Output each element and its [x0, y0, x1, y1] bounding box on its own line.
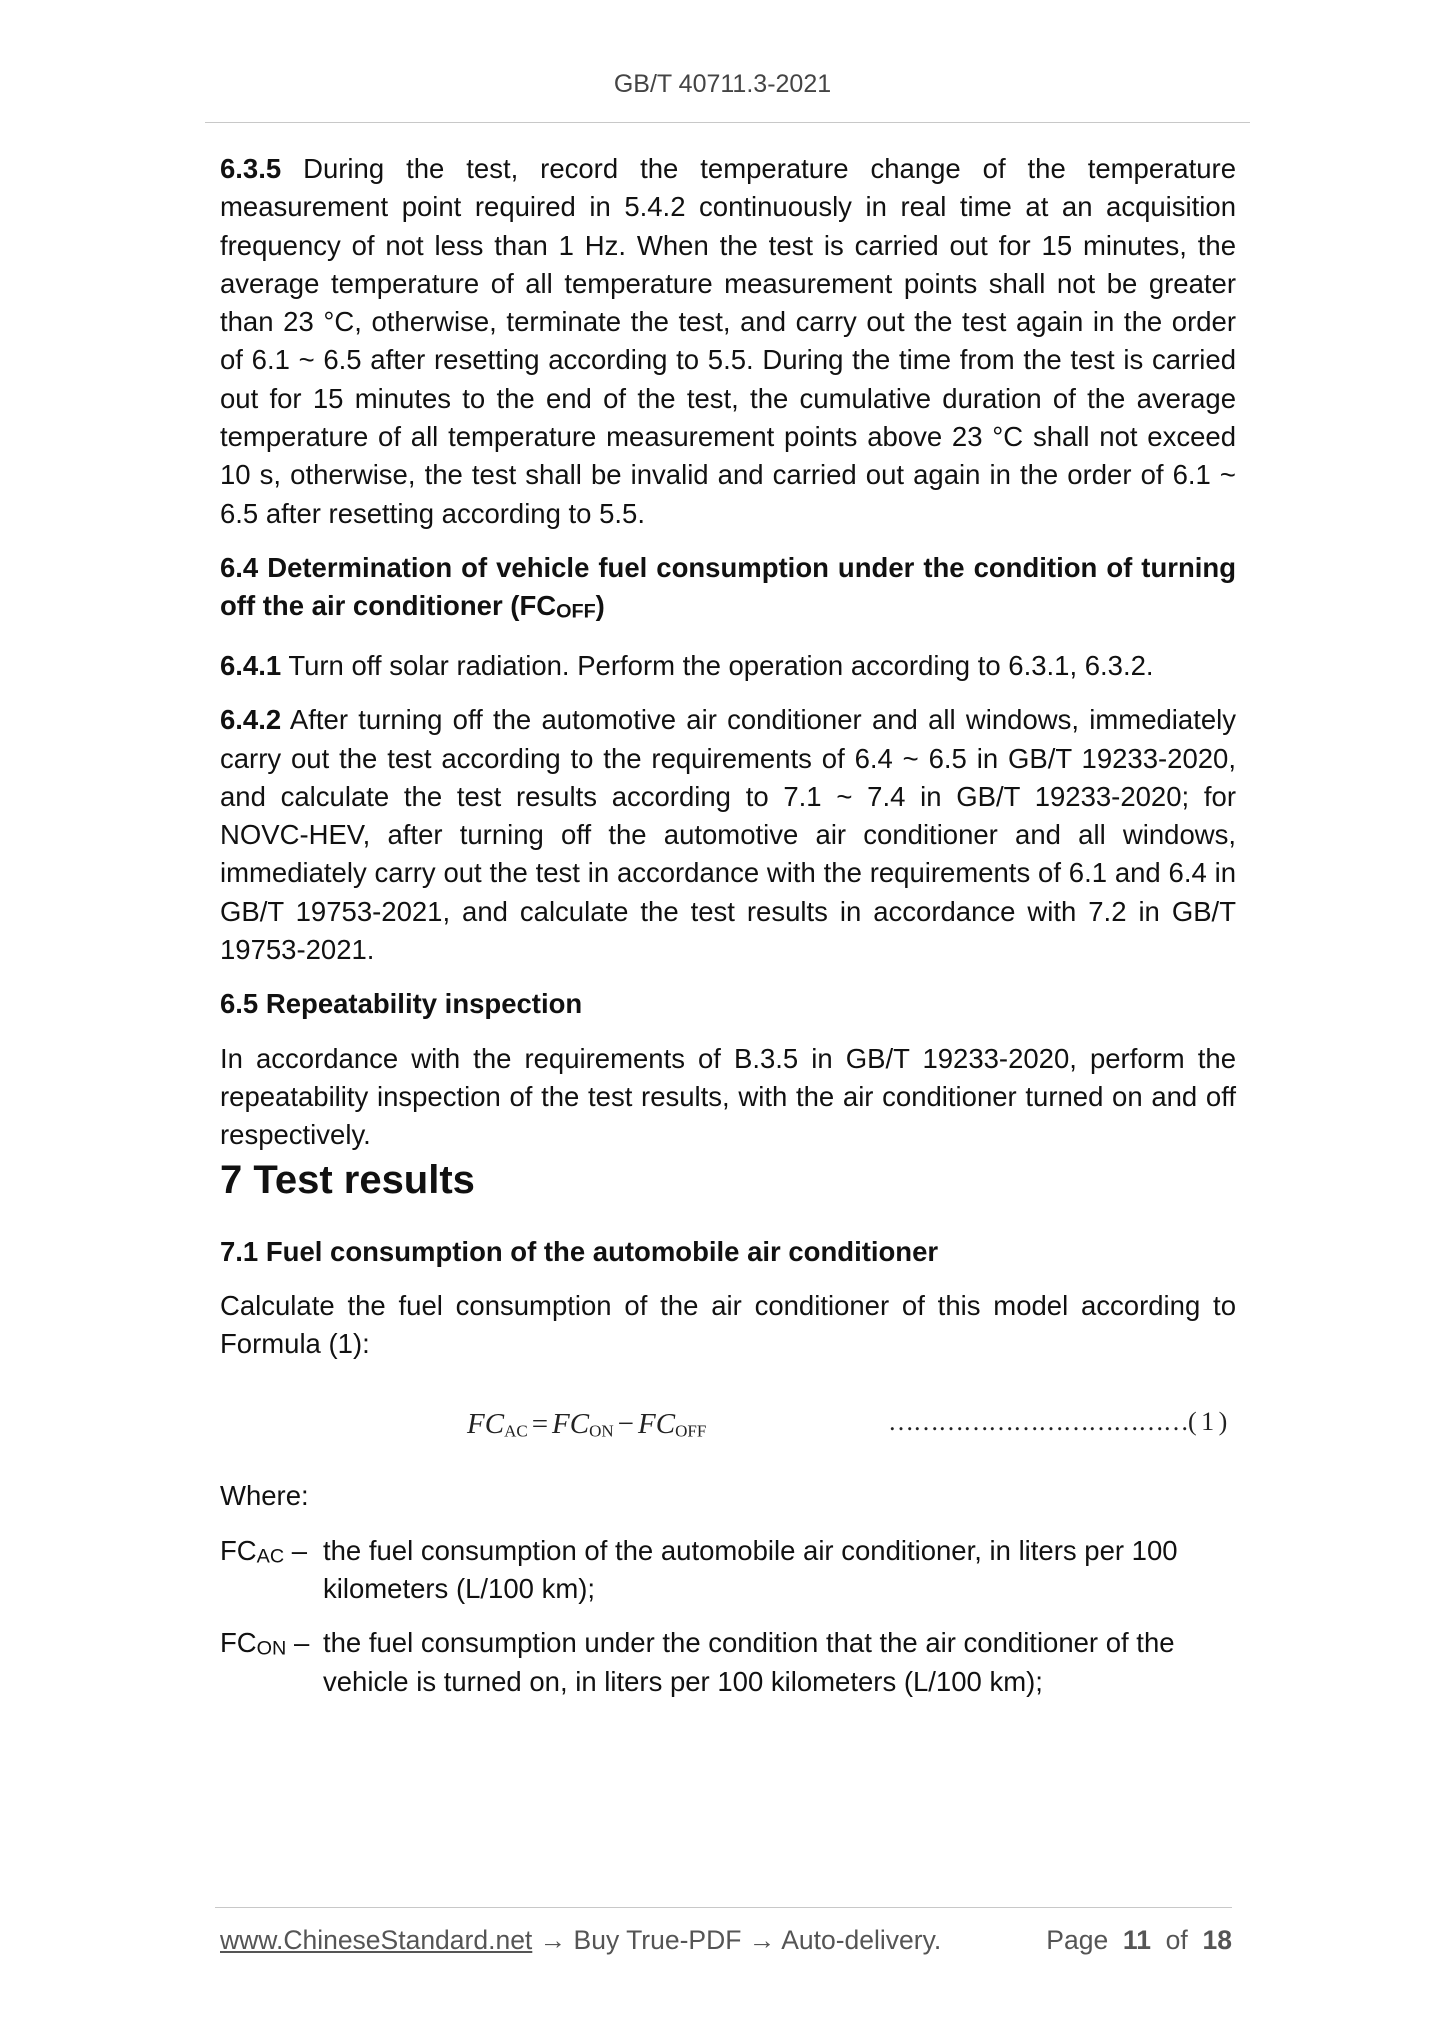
- where-label: Where:: [220, 1480, 309, 1512]
- section-7-1-heading: 7.1 Fuel consumption of the automobile air conditioner: [220, 1235, 939, 1267]
- definition-text: the fuel consumption of the automobile air conditioner, in liters per 100 kilometers (L/100 km);: [323, 1534, 1178, 1604]
- definition-term: FCAC –: [220, 1534, 308, 1568]
- heading-text: 6.4 Determination of vehicle fuel consumption under the condition of turning off the air conditioner (FC: [220, 551, 1236, 622]
- page-content: [220, 150, 1236, 1701]
- paragraph-text: Turn off solar radiation. Perform the operation according to 6.3.1, 6.3.2.: [281, 649, 1154, 681]
- definition-text: the fuel consumption under the condition that the air conditioner of the vehicle is turned on, in liters per 100 kilometers (L/100 km);: [323, 1627, 1175, 1697]
- page-total: 18: [1202, 1925, 1232, 1955]
- formula-number: ………………………………( 1 ): [888, 1407, 1227, 1437]
- website-link[interactable]: www.ChineseStandard.net: [220, 1925, 533, 1955]
- arrow-icon: →: [532, 1925, 574, 1955]
- section-7-heading: 7 Test results: [220, 1157, 475, 1202]
- heading-close: ): [595, 590, 605, 622]
- definition-term: FCON –: [220, 1627, 310, 1660]
- formula-1: [220, 1383, 1236, 1463]
- page-number: 11: [1122, 1925, 1151, 1955]
- buy-text: Buy True-PDF: [573, 1925, 742, 1955]
- definition-fc-on: [220, 1624, 1236, 1701]
- formula-expression: FCAC = FCON − FCOFF: [467, 1408, 707, 1441]
- section-6-4-heading: [220, 549, 1236, 631]
- section-6-5-text: In accordance with the requirements of B.3.5 in GB/T 19233-2020, perform the repeatability inspection of the test results, with the air conditioner turned on and off respectively.: [220, 1042, 1236, 1151]
- section-6-3-5: [220, 150, 1236, 533]
- section-number: 6.4.2: [220, 704, 282, 736]
- section-7-1-text: Calculate the fuel consumption of the air conditioner of this model according to Formula (1):: [220, 1289, 1236, 1360]
- section-number: 6.3.5: [220, 153, 282, 184]
- header-divider: [205, 122, 1250, 123]
- section-6-5-heading: 6.5 Repeatability inspection: [220, 988, 583, 1020]
- paragraph-text: After turning off the automotive air conditioner and all windows, immediately carry out the test according to the requirements of 6.4 ~ 6.5 in GB/T 19233-2020, and calculate the test results according to 7.1 ~ 7.4 in GB/T 19233-2020; for NOVC-HEV, after turning off the automotive air conditioner and all windows, immediately carry out the test in accordance with the requirements of 6.1 and 6.4 in GB/T 19753-2021, and calculate the test results in accordance with 7.2 in GB/T 19753-2021.: [220, 704, 1236, 966]
- section-6-4-2: [220, 701, 1236, 969]
- arrow-icon: →: [741, 1925, 782, 1955]
- section-6-4-1: [220, 647, 1236, 685]
- definition-fc-ac: [220, 1532, 1236, 1609]
- heading-subscript: OFF: [556, 600, 596, 623]
- paragraph-text: During the test, record the temperature change of the temperature measurement point required in 5.4.2 continuously in real time at an acquisition frequency of not less than 1 Hz. When the test is carried out for 15 minutes, the average temperature of all temperature measurement points shall not be greater than 23 °C, otherwise, terminate the test, and carry out the test again in the order of 6.1 ~ 6.5 after resetting according to 5.5. During the time from the test is carried out for 15 minutes to the end of the test, the cumulative duration of the average temperature of all temperature measurement points above 23 °C shall not exceed 10 s, otherwise, the test shall be invalid and carried out again in the order of 6.1 ~ 6.5 after resetting according to 5.5.: [220, 153, 1236, 529]
- delivery-text: Auto-delivery.: [781, 1925, 942, 1955]
- header-title: GB/T 40711.3-2021: [613, 70, 832, 98]
- footer: [220, 1925, 1232, 1956]
- page-indicator: Page 11 of 18: [1046, 1925, 1232, 1955]
- section-number: 6.4.1: [220, 649, 282, 681]
- footer-divider: [215, 1907, 1232, 1908]
